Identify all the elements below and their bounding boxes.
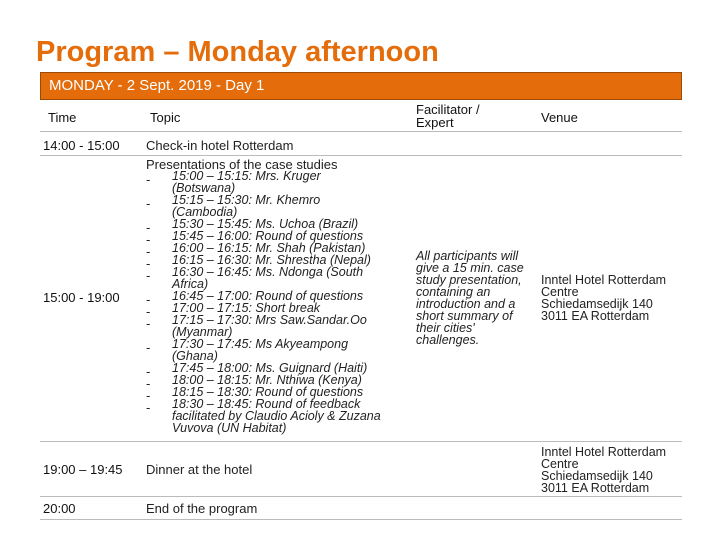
session-line: (Botswana) [172, 181, 236, 195]
row-divider [40, 441, 682, 442]
session-line: 15:00 – 15:15: Mrs. Kruger [172, 169, 321, 183]
session-line: facilitated by Claudio Acioly & Zuzana [172, 409, 381, 423]
bullet-dash: - [146, 256, 151, 271]
bullet-dash: - [146, 400, 151, 415]
bullet-dash: - [146, 244, 151, 259]
session-line: Africa) [172, 277, 209, 291]
row-divider [40, 155, 682, 156]
venue-line: 3011 EA Rotterdam [541, 481, 650, 495]
venue-address [541, 446, 666, 494]
page-title: Program – Monday afternoon [36, 36, 439, 68]
day-banner-label: MONDAY - 2 Sept. 2019 - Day 1 [49, 77, 265, 94]
bullet-dash: - [146, 376, 151, 391]
row-time: 20:00 [43, 501, 76, 516]
facilitator-note [416, 250, 524, 346]
facilitator-line: All participants will [416, 249, 519, 263]
row-divider [40, 496, 682, 497]
venue-line: 3011 EA Rotterdam [541, 309, 650, 323]
header-topic: Topic [150, 110, 181, 125]
session-line: 17:30 – 17:45: Ms Akyeampong [172, 337, 349, 351]
bullet-dash: - [146, 292, 151, 307]
facilitator-line: introduction and a [416, 297, 516, 311]
venue-line: Schiedamsedijk 140 [541, 469, 653, 483]
bullet-dash: - [146, 316, 151, 331]
venue-address [541, 274, 666, 322]
bullet-dash: - [146, 388, 151, 403]
session-line: 17:00 – 17:15: Short break [172, 301, 321, 315]
facilitator-line: challenges. [416, 333, 480, 347]
bullet-dash [146, 414, 160, 426]
session-line: 18:00 – 18:15: Mr. Nthiwa (Kenya) [172, 373, 362, 387]
session-line: 17:15 – 17:30: Mrs Saw.Sandar.Oo [172, 313, 367, 327]
session-line: 15:45 – 16:00: Round of questions [172, 229, 364, 243]
bullet-dash: - [146, 364, 151, 379]
session-line: 17:45 – 18:00: Ms. Guignard (Haiti) [172, 361, 368, 375]
facilitator-line: give a 15 min. case [416, 261, 524, 275]
row-topic: Check-in hotel Rotterdam [146, 138, 294, 153]
row-divider [40, 519, 682, 520]
facilitator-line: containing an [416, 285, 491, 299]
header-facilitator-line: Facilitator / [416, 102, 480, 117]
bullet-dash: - [146, 232, 151, 247]
venue-line: Centre [541, 285, 579, 299]
row-topic: Dinner at the hotel [146, 462, 253, 477]
row-divider [40, 131, 682, 132]
session-line: 18:30 – 18:45: Round of feedback [172, 397, 361, 411]
session-line: 16:30 – 16:45: Ms. Ndonga (South [172, 265, 364, 279]
bullet-dash: - [146, 196, 151, 211]
session-intro: Presentations of the case studies [146, 157, 338, 172]
venue-line: Centre [541, 457, 579, 471]
bullet-dash: - [146, 220, 151, 235]
venue-line: Schiedamsedijk 140 [541, 297, 653, 311]
session-line: 16:00 – 16:15: Mr. Shah (Pakistan) [172, 241, 366, 255]
row-time: 19:00 – 19:45 [43, 462, 123, 477]
bullet-dash [146, 426, 160, 438]
facilitator-line: their cities' [416, 321, 475, 335]
facilitator-line: short summary of [416, 309, 513, 323]
session-line: 18:15 – 18:30: Round of questions [172, 385, 364, 399]
session-bullets [146, 174, 160, 438]
session-line: (Ghana) [172, 349, 218, 363]
bullet-dash: - [146, 340, 151, 355]
session-line: Vuvova (UN Habitat) [172, 421, 287, 435]
session-line: 16:15 – 16:30: Mr. Shrestha (Nepal) [172, 253, 371, 267]
bullet-dash: - [146, 304, 151, 319]
header-facilitator [416, 103, 480, 129]
session-line: 15:30 – 15:45: Ms. Uchoa (Brazil) [172, 217, 359, 231]
bullet-dash: - [146, 268, 151, 283]
session-line: (Myanmar) [172, 325, 233, 339]
day-banner [40, 72, 682, 100]
session-line: 16:45 – 17:00: Round of questions [172, 289, 364, 303]
session-list [172, 170, 381, 434]
header-venue: Venue [541, 110, 578, 125]
header-time: Time [48, 110, 77, 125]
facilitator-line: study presentation, [416, 273, 522, 287]
session-line: (Cambodia) [172, 205, 238, 219]
venue-line: Inntel Hotel Rotterdam [541, 273, 667, 287]
row-time: 15:00 - 19:00 [43, 290, 120, 305]
venue-line: Inntel Hotel Rotterdam [541, 445, 667, 459]
bullet-dash: - [146, 172, 151, 187]
row-topic: End of the program [146, 501, 258, 516]
session-line: 15:15 – 15:30: Mr. Khemro [172, 193, 321, 207]
row-time: 14:00 - 15:00 [43, 138, 120, 153]
header-facilitator-line: Expert [416, 115, 454, 130]
